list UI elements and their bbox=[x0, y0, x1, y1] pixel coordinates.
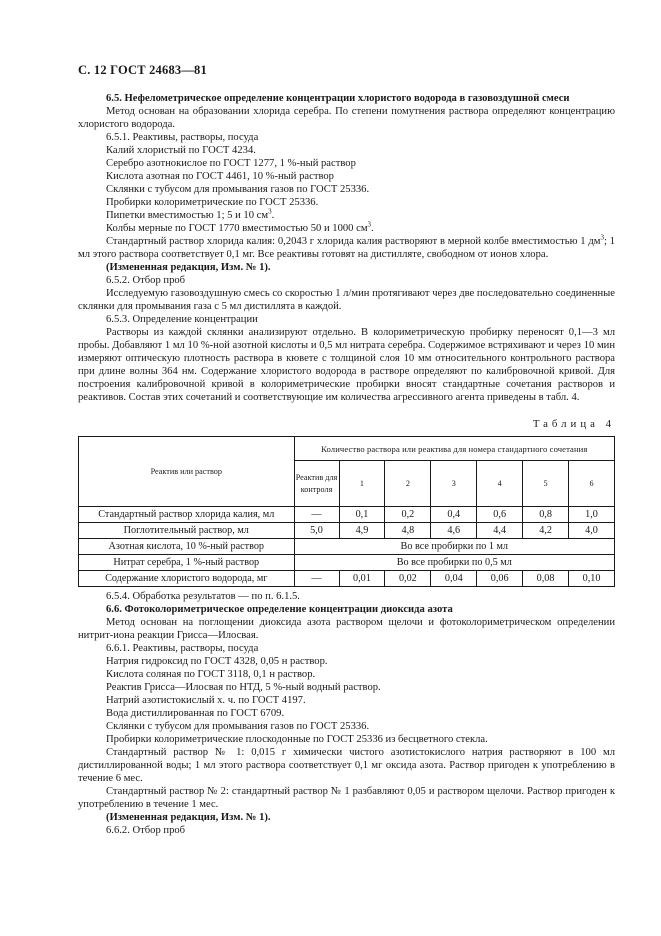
header-quantity-span: Количество раствора или реактива для номера стандартного сочетания bbox=[294, 437, 614, 461]
cell-merged: Во все пробирки по 1 мл bbox=[294, 539, 614, 555]
section-6-5-title: 6.5. Нефелометрическое определение концентрации хлористого водорода в газовоздушной смеси bbox=[106, 93, 570, 104]
reagent-item: Калий хлористый по ГОСТ 4234. bbox=[106, 145, 256, 156]
standard-solution-1: Стандартный раствор № 1: 0,015 г химически чистого азотистокислого натрия растворяют в 100 мл дистиллированной воды; 1 мл этого раствора соответствует 0,1 мг оксида азота. Раствор пригоден к употреблению в течение 6 мес. bbox=[78, 747, 615, 784]
cell-value: 0,01 bbox=[339, 571, 385, 587]
cell-value: 0,04 bbox=[431, 571, 477, 587]
cell-value: 4,9 bbox=[339, 523, 385, 539]
cell-value: 0,4 bbox=[431, 507, 477, 523]
reagent-item-pipettes: Пипетки вместимостью 1; 5 и 10 $см^3$. bbox=[106, 207, 275, 221]
cell-value: 4,2 bbox=[523, 523, 569, 539]
header-combo-4: 4 bbox=[477, 461, 523, 507]
cell-value: 4,6 bbox=[431, 523, 477, 539]
subsection-6-5-1: 6.5.1. Реактивы, растворы, посуда bbox=[106, 132, 259, 143]
superscript: 3 bbox=[367, 220, 372, 229]
standard-text-a: Стандартный раствор хлорида калия: 0,2043 г хлорида калия растворяют в мерной колбе вместимостью 1 дм bbox=[106, 236, 601, 247]
header-reagent: Реактив или раствор bbox=[79, 437, 295, 507]
table-caption: Таблица 4 bbox=[532, 418, 615, 430]
cell-value: 0,08 bbox=[523, 571, 569, 587]
cell-value: 0,06 bbox=[477, 571, 523, 587]
reagent-item: Кислота азотная по ГОСТ 4461, 10 %-ный раствор bbox=[106, 171, 334, 182]
table-row bbox=[79, 539, 615, 555]
subsection-6-5-2: 6.5.2. Отбор проб bbox=[106, 275, 186, 286]
reagent-item: Пробирки колориметрические по ГОСТ 25336. bbox=[106, 197, 319, 208]
standard-solution-2: Стандартный раствор № 2: стандартный раствор № 1 разбавляют 0,05 и раствором щелочи. Раствор пригоден к употреблению в течение 1 мес. bbox=[78, 786, 615, 810]
header-combo-2: 2 bbox=[385, 461, 431, 507]
reagent-item: Реактив Грисса—Илосвая по НТД, 5 %-ный водный раствор. bbox=[106, 682, 381, 693]
subsection-6-5-3: 6.5.3. Определение концентрации bbox=[106, 314, 258, 325]
subsection-6-6-1: 6.6.1. Реактивы, растворы, посуда bbox=[106, 643, 259, 654]
header-control: Реактив для контроля bbox=[294, 461, 339, 507]
page-header: С. 12 ГОСТ 24683—81 bbox=[78, 63, 207, 77]
cell-value: 0,2 bbox=[385, 507, 431, 523]
determination-paragraph: Растворы из каждой склянки анализируют отдельно. В колориметрическую пробирку переносят 0,1—3 мл пробы. Добавляют 1 мл 10 %-ной азотной кислоты и 0,5 мл нитрата серебра. Содержимое встряхивают и через 10 мин измеряют оптическую плотность раствора в кювете с толщиной слоя 10 мм относительного контрольного раствора при длине волны 364 нм. Содержание хлористого водорода в растворе определяют по калибровочной кривой. Для построения калибровочной кривой в колориметрические пробирки вносят стандартные сочетания растворов и реактивов. Состав этих сочетаний и соответствующие им количества агрессивного агента приведены в табл. 4. bbox=[78, 327, 615, 403]
reagent-item: Склянки с тубусом для промывания газов по ГОСТ 25336. bbox=[106, 721, 370, 732]
cell-control: 5,0 bbox=[294, 523, 339, 539]
reagent-item-flasks: Колбы мерные по ГОСТ 1770 вместимостью 50 и 1000 $см^3$. bbox=[106, 220, 374, 234]
cell-value: 4,4 bbox=[477, 523, 523, 539]
reagent-item: Пробирки колориметрические плоскодонные по ГОСТ 25336 из бесцветного стекла. bbox=[106, 734, 488, 745]
row-label: Азотная кислота, 10 %-ный раствор bbox=[79, 539, 295, 555]
row-label: Стандартный раствор хлорида калия, мл bbox=[79, 507, 295, 523]
cell-value: 0,1 bbox=[339, 507, 385, 523]
reagent-item: Кислота соляная по ГОСТ 3118, 0,1 н раствор. bbox=[106, 669, 316, 680]
cell-value: 0,6 bbox=[477, 507, 523, 523]
section-6-6-title: 6.6. Фотоколориметрическое определение концентрации диоксида азота bbox=[106, 604, 453, 615]
sampling-paragraph: Исследуемую газовоздушную смесь со скоростью 1 л/мин протягивают через две последовательно соединенные склянки для промывания газа с 5 мл дистиллята в каждой. bbox=[78, 288, 615, 312]
document-body bbox=[78, 92, 615, 837]
superscript: 3 bbox=[268, 207, 272, 216]
cell-value: 4,0 bbox=[569, 523, 615, 539]
cell-value: 4,8 bbox=[385, 523, 431, 539]
superscript: 3 bbox=[600, 233, 604, 242]
reagent-item: Натрий азотистокислый х. ч. по ГОСТ 4197. bbox=[106, 695, 306, 706]
cell-control: — bbox=[294, 507, 339, 523]
table-row bbox=[79, 555, 615, 571]
revision-note: (Измененная редакция, Изм. № 1). bbox=[106, 262, 271, 273]
flasks-text: Колбы мерные по ГОСТ 1770 вместимостью 50 и 1000 см bbox=[106, 223, 368, 234]
header-combo-5: 5 bbox=[523, 461, 569, 507]
reagent-item: Вода дистиллированная по ГОСТ 6709. bbox=[106, 708, 285, 719]
revision-note: (Измененная редакция, Изм. № 1). bbox=[106, 812, 271, 823]
cell-merged: Во все пробирки по 0,5 мл bbox=[294, 555, 614, 571]
cell-value: 0,8 bbox=[523, 507, 569, 523]
table-row bbox=[79, 571, 615, 587]
row-label: Нитрат серебра, 1 %-ный раствор bbox=[79, 555, 295, 571]
row-label: Поглотительный раствор, мл bbox=[79, 523, 295, 539]
cell-control: — bbox=[294, 571, 339, 587]
header-combo-3: 3 bbox=[431, 461, 477, 507]
reagent-item: Серебро азотнокислое по ГОСТ 1277, 1 %-ный раствор bbox=[106, 158, 356, 169]
cell-value: 0,10 bbox=[569, 571, 615, 587]
reagent-item: Склянки с тубусом для промывания газов по ГОСТ 25336. bbox=[106, 184, 370, 195]
cell-value: 0,02 bbox=[385, 571, 431, 587]
row-label: Содержание хлористого водорода, мг bbox=[79, 571, 295, 587]
standard-text-b: ; 1 мл этого раствора соответствует 0,1 мг. Все реактивы готовят на дистилляте, свободном от ионов хлора. bbox=[78, 236, 615, 260]
pipettes-text: Пипетки вместимостью 1; 5 и 10 см bbox=[106, 210, 269, 221]
subsection-6-5-4: 6.5.4. Обработка результатов — по п. 6.1.5. bbox=[106, 591, 300, 602]
table-row bbox=[79, 507, 615, 523]
subsection-6-6-2: 6.6.2. Отбор проб bbox=[106, 825, 186, 836]
header-combo-1: 1 bbox=[339, 461, 385, 507]
header-combo-6: 6 bbox=[569, 461, 615, 507]
section-6-5-method: Метод основан на образовании хлорида серебра. По степени помутнения раствора определяют концентрацию хлористого водорода. bbox=[78, 106, 615, 130]
reagent-item: Натрия гидроксид по ГОСТ 4328, 0,05 н раствор. bbox=[106, 656, 328, 667]
cell-value: 1,0 bbox=[569, 507, 615, 523]
table-row bbox=[79, 523, 615, 539]
section-6-6-method: Метод основан на поглощении диоксида азота раствором щелочи и фотоколориметрическом определении нитрит-иона реакции Грисса—Илосвая. bbox=[78, 617, 615, 641]
standard-solution-paragraph bbox=[78, 235, 615, 261]
table-4 bbox=[78, 436, 615, 587]
